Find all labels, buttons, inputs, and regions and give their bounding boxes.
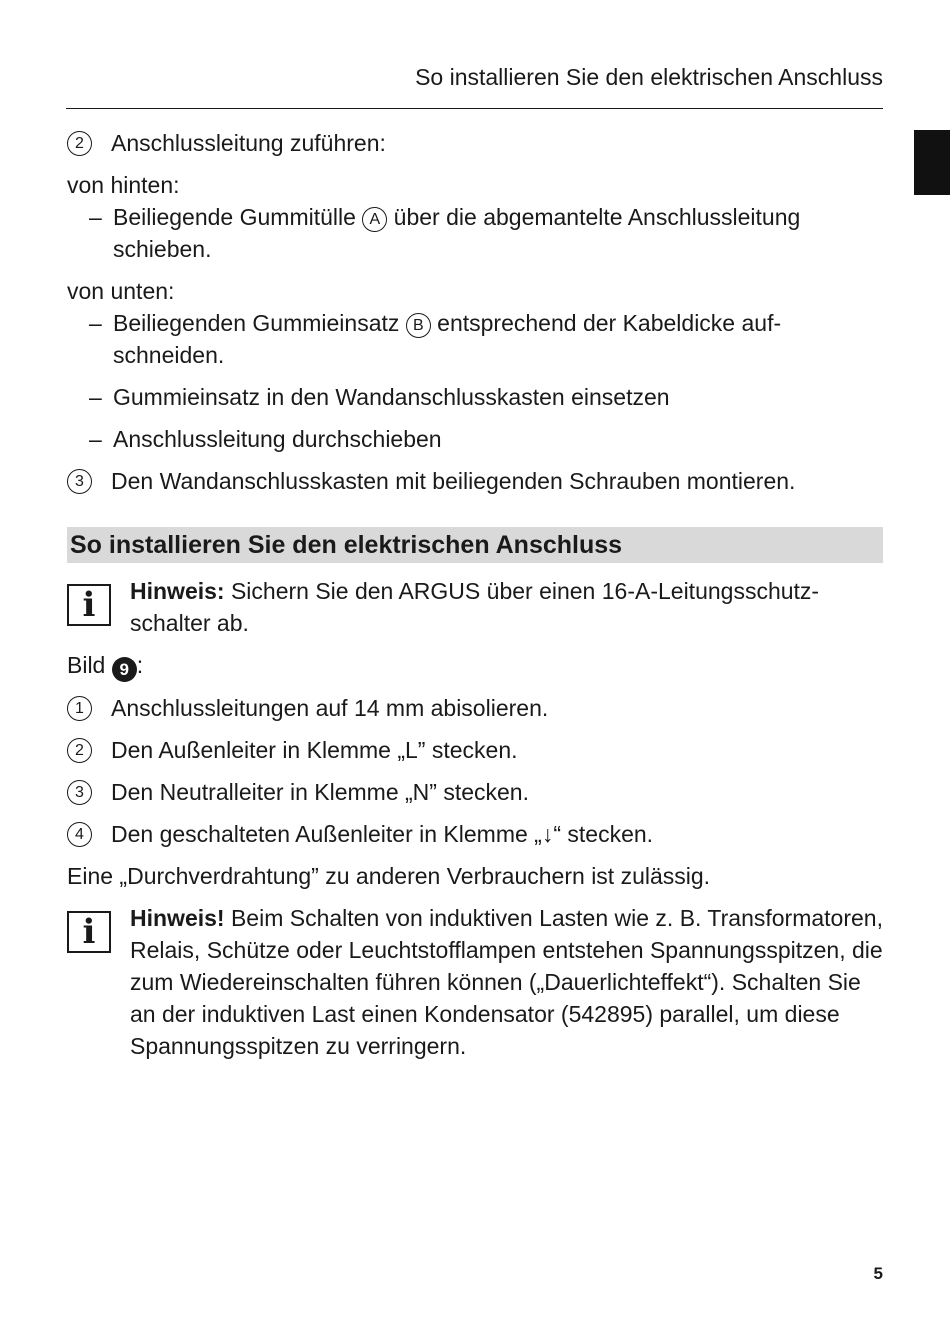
from-behind-label: von hinten: (67, 172, 180, 198)
step-text: Anschlussleitung zuführen: (111, 130, 386, 156)
note-text (130, 902, 883, 1062)
page-number: 5 (873, 1264, 883, 1283)
dash-bullet: – (89, 384, 102, 410)
note-title: Hinweis: (130, 578, 225, 604)
step-text: Den Außenleiter in Klemme „L” stecken. (111, 737, 518, 763)
from-below-label: von unten: (67, 278, 175, 304)
note-body: Sichern Sie den ARGUS über einen 16-A-Leitungsschutzschalter ab. (130, 578, 820, 636)
text-part: entsprechend der Kabeldicke aufschneiden. (113, 310, 782, 368)
dash-item-text (113, 307, 883, 371)
through-wiring-text: Eine „Durchverdrahtung” zu anderen Verbrauchern ist zulässig. (67, 863, 711, 889)
dash-item-text (113, 201, 883, 265)
wiring-step-4 (67, 818, 883, 850)
from-behind-item (89, 201, 883, 265)
running-header: So installieren Sie den elektrischen Anschluss (415, 64, 883, 90)
step-number-badge: 1 (67, 696, 92, 721)
from-below-item-3 (89, 423, 883, 455)
figure-reference (67, 649, 883, 682)
step-number-badge: 4 (67, 822, 92, 847)
dash-item-text: Anschlussleitung durchschieben (113, 426, 442, 452)
figure-number-badge: 9 (112, 657, 137, 682)
note-body: Beim Schalten von induktiven Lasten wie z. B. Transformatoren, Relais, Schütze oder Leuchtstofflampen entstehen Spannungsspitzen, die zum Wiedereinschalten führen können („Dauerlichteffekt“). Schalten Sie an der induktiven Last einen Kondensator (542895) parallel, um diese Spannungsspitzen zu verringern. (130, 905, 883, 1059)
wiring-step-3 (67, 776, 883, 808)
info-icon: i (67, 584, 111, 626)
thumb-index-tab (914, 130, 950, 195)
text-part: Beiliegenden Gummieinsatz (113, 310, 406, 336)
dash-item-text: Gummieinsatz in den Wandanschlusskasten einsetzen (113, 384, 670, 410)
note-text (130, 575, 883, 639)
note-title: Hinweis! (130, 905, 225, 931)
note-inductive-loads (67, 902, 883, 1062)
step-text: Anschlussleitungen auf 14 mm abisolieren. (111, 695, 549, 721)
step-number-badge: 3 (67, 469, 92, 494)
dash-bullet: – (89, 426, 102, 452)
from-below-item-2 (89, 381, 883, 413)
step-number-badge: 2 (67, 738, 92, 763)
step-3-mount-box (67, 465, 883, 497)
part-marker-b: B (406, 313, 431, 338)
wiring-step-1 (67, 692, 883, 724)
header-rule (66, 108, 883, 109)
wiring-step-2 (67, 734, 883, 766)
info-icon: i (67, 911, 111, 953)
step-number-badge: 3 (67, 780, 92, 805)
text-part: Beiliegende Gummitülle (113, 204, 363, 230)
from-below-item-1 (89, 307, 883, 371)
part-marker-a: A (362, 207, 387, 232)
step-text: Den Neutralleiter in Klemme „N” stecken. (111, 779, 529, 805)
note-circuit-breaker (67, 575, 883, 639)
figure-ref-suffix: : (136, 652, 144, 678)
step-2-feed-cable (67, 127, 883, 159)
dash-bullet: – (89, 310, 102, 336)
section-heading: So installieren Sie den elektrischen Anschluss (67, 527, 883, 563)
page-content (67, 127, 883, 1072)
step-text: Den Wandanschlusskasten mit beiliegenden Schrauben montieren. (111, 468, 796, 494)
step-number-badge: 2 (67, 131, 92, 156)
dash-bullet: – (89, 204, 102, 230)
step-text: Den geschalteten Außenleiter in Klemme „↓“ stecken. (111, 821, 654, 847)
text-part: über die abgemantelte Anschlussleitung schieben. (113, 204, 801, 262)
figure-ref-prefix: Bild (67, 652, 112, 678)
